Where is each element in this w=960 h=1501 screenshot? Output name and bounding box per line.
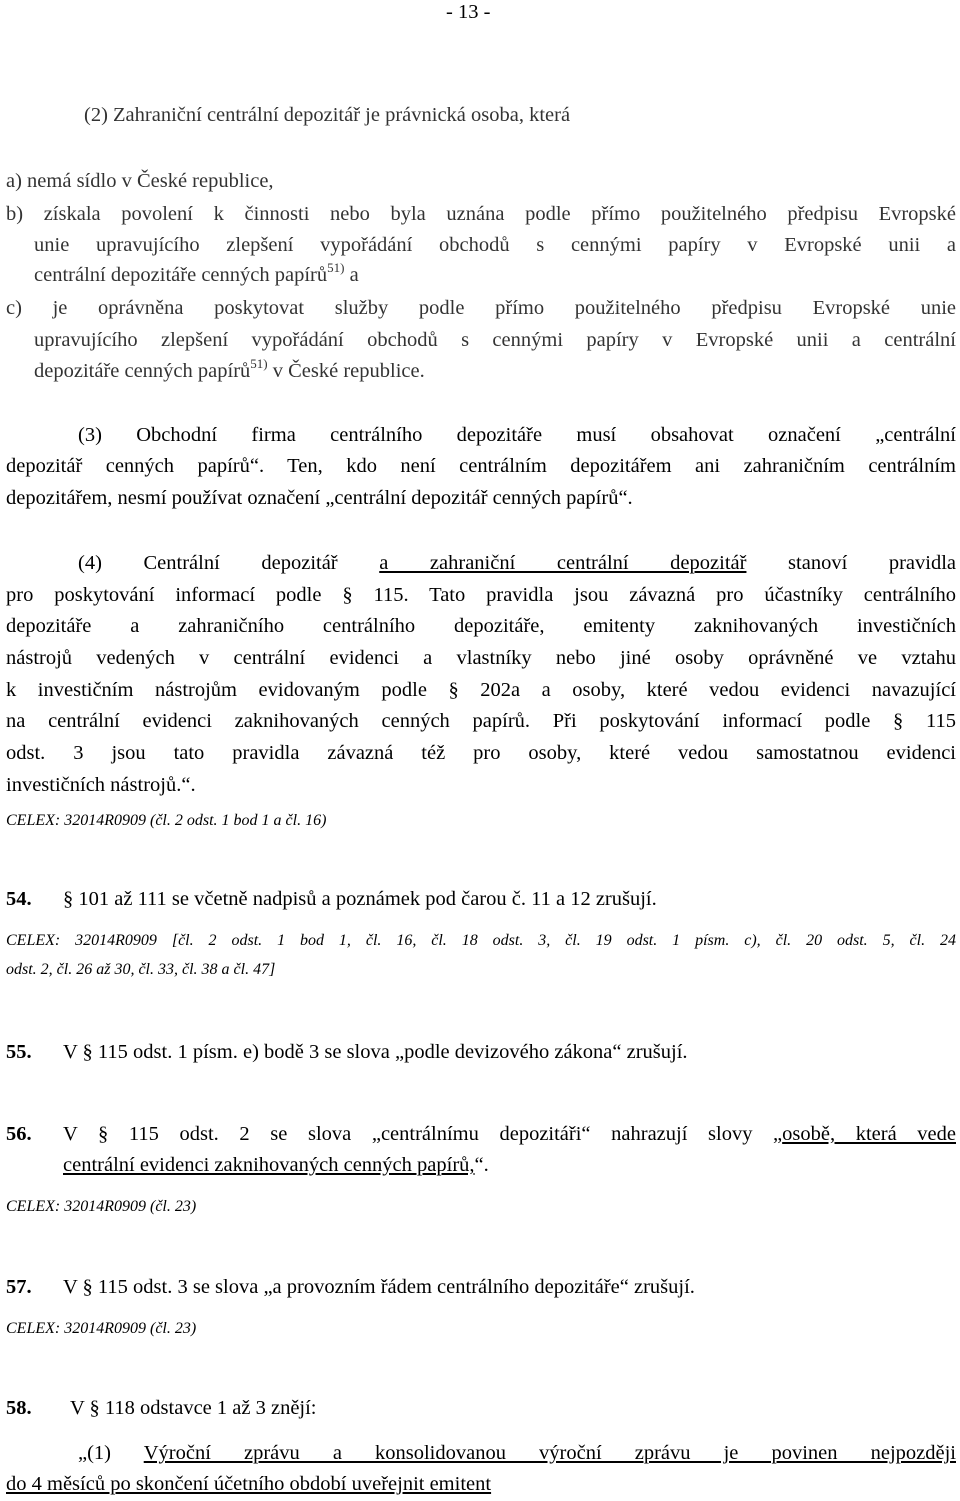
item-56-celex: CELEX: 32014R0909 (čl. 23) (6, 1198, 197, 1215)
footnote-ref: 51) (327, 260, 345, 275)
item-58-quote-line1 (78, 1443, 956, 1464)
item-58-q2-underlined: do 4 měsíců po skončení účetního období uveřejnit emitent (6, 1473, 492, 1495)
item-57-text: V § 115 odst. 3 se slova „a provozním řádem centrálního depozitáře“ zrušují. (63, 1276, 695, 1298)
item-56-line2 (63, 1155, 489, 1176)
p4-line5: k investičním nástrojům evidovaným podle § 202a a osoby, které vedou evidenci navazující (6, 679, 956, 701)
p3-line1: (3) Obchodní firma centrálního depozitáře musí obsahovat označení „centrální (78, 424, 956, 446)
item-56-line1 (63, 1124, 956, 1145)
p2-intro: (2) Zahraniční centrální depozitář je právnická osoba, která (84, 104, 571, 126)
item-54-celex-line1: CELEX: 32014R0909 [čl. 2 odst. 1 bod 1, čl. 16, čl. 18 odst. 3, čl. 19 odst. 1 písm. c), čl. 20 odst. 5, čl. 24 (6, 932, 956, 949)
item-55-text: V § 115 odst. 1 písm. e) bodě 3 se slova „podle devizového zákona“ zrušují. (63, 1041, 688, 1063)
item-57-celex: CELEX: 32014R0909 (čl. 23) (6, 1320, 197, 1337)
item-57-number: 57. (6, 1276, 32, 1298)
p2-b3-text: centrální depozitáře cenných papírů (34, 264, 328, 286)
footnote-ref: 51) (250, 356, 268, 371)
item-55-number: 55. (6, 1041, 32, 1063)
p4-celex: CELEX: 32014R0909 (čl. 2 odst. 1 bod 1 a čl. 16) (6, 812, 327, 829)
p4-line3: depozitáře a zahraničního centrálního depozitáře, emitenty zaknihovaných investičních (6, 615, 956, 637)
p2-item-b-line1: b) získala povolení k činnosti nebo byla uznána podle přímo použitelného předpisu Evropské (6, 203, 956, 225)
p2-item-a: a) nemá sídlo v České republice, (6, 170, 274, 192)
item-58-q1-underlined: Výroční zprávu a konsolidovanou výroční zprávu je povinen nejpozději (143, 1442, 956, 1464)
page-number: - 13 - (446, 1, 491, 23)
item-54-celex-line2: odst. 2, čl. 26 až 30, čl. 33, čl. 38 a čl. 47] (6, 961, 276, 978)
p4-line7: odst. 3 jsou tato pravidla závazná též pro osoby, které vedou samostatnou evidenci (6, 742, 956, 764)
p3-line2: depozitář cenných papírů“. Ten, kdo není centrálním depozitářem ani zahraničním centrálním (6, 455, 956, 477)
p3-line3: depozitářem, nesmí používat označení „centrální depozitář cenných papírů“. (6, 487, 633, 509)
item-54-number: 54. (6, 888, 32, 910)
p2-item-b-line2: unie upravujícího zlepšení vypořádání obchodů s cennými papíry v Evropské unii a (34, 234, 956, 256)
p2-item-c-line2: upravujícího zlepšení vypořádání obchodů s cennými papíry v Evropské unii a centrální (34, 329, 956, 351)
item-58-text: V § 118 odstavce 1 až 3 znějí: (70, 1397, 317, 1419)
p2-c3-text: depozitáře cenných papírů (34, 360, 251, 382)
p2-item-c-line3 (34, 356, 425, 382)
p4-l1-b: stanoví pravidla (746, 552, 957, 574)
p2-b3-end: a (344, 264, 359, 286)
item-54-text: § 101 až 111 se včetně nadpisů a poznámek pod čarou č. 11 a 12 zrušují. (63, 888, 657, 910)
p4-line2: pro poskytování informací podle § 115. Tato pravidla jsou závazná pro účastníky centrálního (6, 584, 956, 606)
item-58-quote-line2 (6, 1474, 491, 1495)
item-58-q1-a: „(1) (78, 1442, 144, 1464)
item-56-l1-underlined: osobě, která vede (782, 1123, 956, 1145)
p2-item-b-line3 (34, 260, 359, 286)
item-56-l2-underlined: centrální evidenci zaknihovaných cenných papírů, (63, 1154, 475, 1176)
p4-line8: investičních nástrojů.“. (6, 774, 196, 796)
p4-line4: nástrojů vedených v centrální evidenci a vlastníky nebo jiné osoby oprávněné ve vztahu (6, 647, 956, 669)
p4-line6: na centrální evidenci zaknihovaných cenných papírů. Při poskytování informací podle § 115 (6, 710, 956, 732)
p2-item-c-line1: c) je oprávněna poskytovat služby podle přímo použitelného předpisu Evropské unie (6, 297, 956, 319)
item-56-l1-a: V § 115 odst. 2 se slova „centrálnímu depozitáři“ nahrazují slovy „ (63, 1123, 783, 1145)
item-56-l2-b: “. (474, 1154, 489, 1176)
item-58-number: 58. (6, 1397, 32, 1419)
p4-l1-a: (4) Centrální depozitář (78, 552, 380, 574)
p2-c3-end: v České republice. (267, 360, 425, 382)
p4-l1-underlined: a zahraniční centrální depozitář (379, 552, 747, 574)
p4-line1 (78, 553, 956, 574)
item-56-number: 56. (6, 1123, 32, 1145)
